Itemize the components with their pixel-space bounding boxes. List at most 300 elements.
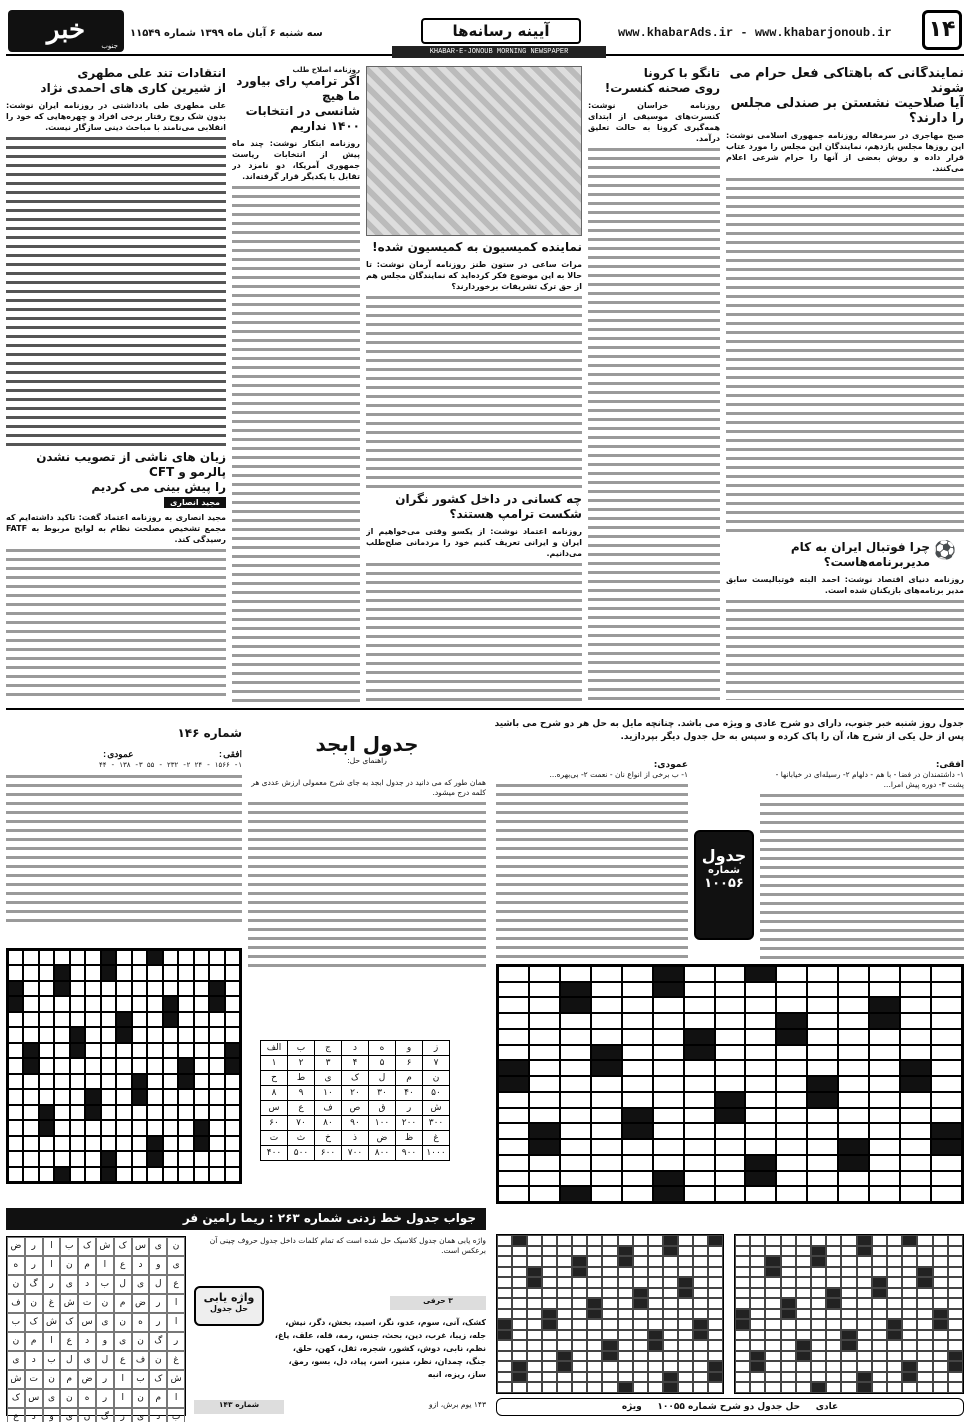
grid-cell[interactable] bbox=[194, 1058, 209, 1073]
grid-cell[interactable] bbox=[498, 1186, 529, 1202]
grid-cell[interactable] bbox=[602, 1361, 617, 1372]
grid-cell[interactable] bbox=[745, 1029, 776, 1045]
grid-cell[interactable] bbox=[622, 1013, 653, 1029]
grid-cell[interactable] bbox=[931, 1171, 962, 1187]
grid-cell[interactable] bbox=[622, 1092, 653, 1108]
grid-cell[interactable] bbox=[678, 1351, 693, 1362]
grid-cell[interactable] bbox=[8, 1120, 23, 1135]
grid-cell[interactable] bbox=[869, 982, 900, 998]
grid-cell[interactable] bbox=[933, 1298, 948, 1309]
grid-cell[interactable] bbox=[684, 1029, 715, 1045]
grid-cell[interactable] bbox=[39, 1151, 54, 1166]
grid-cell[interactable] bbox=[931, 966, 962, 982]
grid-cell[interactable] bbox=[807, 1155, 838, 1171]
word-cell[interactable]: گ bbox=[96, 1408, 114, 1422]
grid-cell[interactable] bbox=[527, 1298, 542, 1309]
grid-cell[interactable] bbox=[869, 997, 900, 1013]
grid-cell[interactable] bbox=[8, 1043, 23, 1058]
grid-cell[interactable] bbox=[101, 1089, 116, 1104]
word-cell[interactable]: ب bbox=[132, 1370, 150, 1389]
grid-cell[interactable] bbox=[178, 1027, 193, 1042]
grid-cell[interactable] bbox=[225, 1074, 240, 1089]
grid-cell[interactable] bbox=[857, 1330, 872, 1341]
grid-cell[interactable] bbox=[529, 1171, 560, 1187]
grid-cell[interactable] bbox=[572, 1288, 587, 1299]
grid-cell[interactable] bbox=[693, 1246, 708, 1257]
grid-cell[interactable] bbox=[857, 1267, 872, 1278]
word-cell[interactable]: ش bbox=[60, 1294, 78, 1313]
grid-cell[interactable] bbox=[807, 1092, 838, 1108]
grid-cell[interactable] bbox=[163, 1012, 178, 1027]
grid-cell[interactable] bbox=[902, 1340, 917, 1351]
grid-cell[interactable] bbox=[225, 965, 240, 980]
grid-cell[interactable] bbox=[902, 1277, 917, 1288]
grid-cell[interactable] bbox=[542, 1382, 557, 1393]
word-cell[interactable]: غ bbox=[43, 1294, 61, 1313]
grid-cell[interactable] bbox=[684, 1139, 715, 1155]
grid-cell[interactable] bbox=[497, 1372, 512, 1383]
grid-cell[interactable] bbox=[735, 1256, 750, 1267]
word-cell[interactable]: ی bbox=[78, 1351, 96, 1370]
grid-cell[interactable] bbox=[23, 1012, 38, 1027]
word-cell[interactable]: ض bbox=[7, 1237, 25, 1256]
word-cell[interactable]: س bbox=[132, 1237, 150, 1256]
grid-cell[interactable] bbox=[39, 965, 54, 980]
grid-cell[interactable] bbox=[826, 1256, 841, 1267]
grid-cell[interactable] bbox=[542, 1319, 557, 1330]
grid-cell[interactable] bbox=[857, 1256, 872, 1267]
grid-cell[interactable] bbox=[163, 965, 178, 980]
grid-cell[interactable] bbox=[209, 996, 224, 1011]
grid-cell[interactable] bbox=[745, 1092, 776, 1108]
grid-cell[interactable] bbox=[807, 1029, 838, 1045]
grid-cell[interactable] bbox=[869, 1171, 900, 1187]
grid-cell[interactable] bbox=[194, 1120, 209, 1135]
grid-cell[interactable] bbox=[529, 1139, 560, 1155]
grid-cell[interactable] bbox=[745, 1171, 776, 1187]
grid-cell[interactable] bbox=[678, 1277, 693, 1288]
grid-cell[interactable] bbox=[587, 1351, 602, 1362]
grid-cell[interactable] bbox=[587, 1256, 602, 1267]
grid-cell[interactable] bbox=[750, 1351, 765, 1362]
grid-cell[interactable] bbox=[776, 1139, 807, 1155]
grid-cell[interactable] bbox=[750, 1277, 765, 1288]
grid-cell[interactable] bbox=[527, 1319, 542, 1330]
grid-cell[interactable] bbox=[948, 1277, 963, 1288]
grid-cell[interactable] bbox=[39, 1089, 54, 1104]
grid-cell[interactable] bbox=[498, 1060, 529, 1076]
grid-cell[interactable] bbox=[933, 1256, 948, 1267]
grid-cell[interactable] bbox=[618, 1246, 633, 1257]
grid-cell[interactable] bbox=[653, 1123, 684, 1139]
grid-cell[interactable] bbox=[572, 1298, 587, 1309]
grid-cell[interactable] bbox=[497, 1288, 512, 1299]
grid-cell[interactable] bbox=[811, 1340, 826, 1351]
grid-cell[interactable] bbox=[633, 1382, 648, 1393]
grid-cell[interactable] bbox=[841, 1235, 856, 1246]
grid-cell[interactable] bbox=[618, 1372, 633, 1383]
grid-cell[interactable] bbox=[70, 950, 85, 965]
grid-cell[interactable] bbox=[653, 966, 684, 982]
word-cell[interactable]: د bbox=[25, 1408, 43, 1422]
grid-cell[interactable] bbox=[765, 1340, 780, 1351]
grid-cell[interactable] bbox=[811, 1256, 826, 1267]
word-cell[interactable]: ا bbox=[43, 1237, 61, 1256]
grid-cell[interactable] bbox=[838, 966, 869, 982]
grid-cell[interactable] bbox=[557, 1382, 572, 1393]
grid-cell[interactable] bbox=[39, 950, 54, 965]
grid-cell[interactable] bbox=[8, 996, 23, 1011]
grid-cell[interactable] bbox=[948, 1267, 963, 1278]
grid-cell[interactable] bbox=[900, 1029, 931, 1045]
grid-cell[interactable] bbox=[101, 1105, 116, 1120]
grid-cell[interactable] bbox=[527, 1361, 542, 1372]
grid-cell[interactable] bbox=[887, 1319, 902, 1330]
grid-cell[interactable] bbox=[512, 1246, 527, 1257]
grid-cell[interactable] bbox=[781, 1298, 796, 1309]
grid-cell[interactable] bbox=[807, 997, 838, 1013]
grid-cell[interactable] bbox=[529, 982, 560, 998]
grid-cell[interactable] bbox=[902, 1351, 917, 1362]
grid-cell[interactable] bbox=[8, 1105, 23, 1120]
grid-cell[interactable] bbox=[715, 1045, 746, 1061]
grid-cell[interactable] bbox=[708, 1351, 723, 1362]
grid-cell[interactable] bbox=[163, 1027, 178, 1042]
grid-cell[interactable] bbox=[776, 1108, 807, 1124]
grid-cell[interactable] bbox=[512, 1309, 527, 1320]
grid-cell[interactable] bbox=[147, 1089, 162, 1104]
grid-cell[interactable] bbox=[512, 1382, 527, 1393]
grid-cell[interactable] bbox=[948, 1319, 963, 1330]
grid-cell[interactable] bbox=[811, 1309, 826, 1320]
grid-cell[interactable] bbox=[116, 1027, 131, 1042]
grid-cell[interactable] bbox=[869, 1108, 900, 1124]
grid-cell[interactable] bbox=[132, 1058, 147, 1073]
grid-cell[interactable] bbox=[684, 1060, 715, 1076]
word-cell[interactable]: د bbox=[132, 1256, 150, 1275]
grid-cell[interactable] bbox=[811, 1351, 826, 1362]
grid-cell[interactable] bbox=[648, 1309, 663, 1320]
grid-cell[interactable] bbox=[587, 1361, 602, 1372]
grid-cell[interactable] bbox=[497, 1351, 512, 1362]
grid-cell[interactable] bbox=[39, 996, 54, 1011]
grid-cell[interactable] bbox=[807, 1060, 838, 1076]
grid-cell[interactable] bbox=[54, 1074, 69, 1089]
grid-cell[interactable] bbox=[587, 1288, 602, 1299]
grid-cell[interactable] bbox=[587, 1277, 602, 1288]
grid-cell[interactable] bbox=[70, 981, 85, 996]
grid-cell[interactable] bbox=[857, 1277, 872, 1288]
grid-cell[interactable] bbox=[796, 1319, 811, 1330]
numbers-grid[interactable] bbox=[6, 948, 242, 1184]
grid-cell[interactable] bbox=[653, 1060, 684, 1076]
grid-cell[interactable] bbox=[693, 1372, 708, 1383]
grid-cell[interactable] bbox=[132, 1012, 147, 1027]
grid-cell[interactable] bbox=[765, 1319, 780, 1330]
grid-cell[interactable] bbox=[807, 966, 838, 982]
word-cell[interactable]: ر bbox=[149, 1313, 167, 1332]
grid-cell[interactable] bbox=[811, 1235, 826, 1246]
grid-cell[interactable] bbox=[765, 1288, 780, 1299]
grid-cell[interactable] bbox=[85, 1012, 100, 1027]
grid-cell[interactable] bbox=[708, 1330, 723, 1341]
grid-cell[interactable] bbox=[902, 1330, 917, 1341]
grid-cell[interactable] bbox=[735, 1267, 750, 1278]
grid-cell[interactable] bbox=[765, 1330, 780, 1341]
grid-cell[interactable] bbox=[557, 1288, 572, 1299]
grid-cell[interactable] bbox=[735, 1246, 750, 1257]
grid-cell[interactable] bbox=[527, 1277, 542, 1288]
grid-cell[interactable] bbox=[869, 1092, 900, 1108]
grid-cell[interactable] bbox=[70, 1105, 85, 1120]
grid-cell[interactable] bbox=[900, 1155, 931, 1171]
grid-cell[interactable] bbox=[872, 1361, 887, 1372]
grid-cell[interactable] bbox=[807, 982, 838, 998]
grid-cell[interactable] bbox=[765, 1277, 780, 1288]
grid-cell[interactable] bbox=[750, 1372, 765, 1383]
grid-cell[interactable] bbox=[693, 1319, 708, 1330]
grid-cell[interactable] bbox=[572, 1361, 587, 1372]
grid-cell[interactable] bbox=[39, 1120, 54, 1135]
grid-cell[interactable] bbox=[807, 1108, 838, 1124]
grid-cell[interactable] bbox=[693, 1256, 708, 1267]
word-cell[interactable]: ر bbox=[167, 1332, 185, 1351]
grid-cell[interactable] bbox=[663, 1267, 678, 1278]
grid-cell[interactable] bbox=[693, 1298, 708, 1309]
grid-cell[interactable] bbox=[781, 1382, 796, 1393]
grid-cell[interactable] bbox=[512, 1267, 527, 1278]
grid-cell[interactable] bbox=[648, 1340, 663, 1351]
grid-cell[interactable] bbox=[765, 1309, 780, 1320]
word-cell[interactable]: ر bbox=[43, 1275, 61, 1294]
grid-cell[interactable] bbox=[838, 1013, 869, 1029]
grid-cell[interactable] bbox=[572, 1235, 587, 1246]
grid-cell[interactable] bbox=[85, 1089, 100, 1104]
grid-cell[interactable] bbox=[101, 1058, 116, 1073]
grid-cell[interactable] bbox=[887, 1309, 902, 1320]
grid-cell[interactable] bbox=[542, 1372, 557, 1383]
grid-cell[interactable] bbox=[602, 1277, 617, 1288]
grid-cell[interactable] bbox=[948, 1256, 963, 1267]
grid-cell[interactable] bbox=[557, 1267, 572, 1278]
grid-cell[interactable] bbox=[678, 1246, 693, 1257]
grid-cell[interactable] bbox=[132, 1043, 147, 1058]
grid-cell[interactable] bbox=[560, 1171, 591, 1187]
grid-cell[interactable] bbox=[602, 1351, 617, 1362]
grid-cell[interactable] bbox=[900, 1186, 931, 1202]
grid-cell[interactable] bbox=[948, 1330, 963, 1341]
grid-cell[interactable] bbox=[85, 1043, 100, 1058]
grid-cell[interactable] bbox=[917, 1382, 932, 1393]
grid-cell[interactable] bbox=[633, 1277, 648, 1288]
grid-cell[interactable] bbox=[498, 1155, 529, 1171]
grid-cell[interactable] bbox=[678, 1256, 693, 1267]
grid-cell[interactable] bbox=[653, 1155, 684, 1171]
grid-cell[interactable] bbox=[708, 1246, 723, 1257]
grid-cell[interactable] bbox=[663, 1351, 678, 1362]
grid-cell[interactable] bbox=[663, 1246, 678, 1257]
word-cell[interactable]: ی bbox=[43, 1389, 61, 1408]
grid-cell[interactable] bbox=[708, 1277, 723, 1288]
grid-cell[interactable] bbox=[572, 1246, 587, 1257]
grid-cell[interactable] bbox=[872, 1330, 887, 1341]
grid-cell[interactable] bbox=[750, 1298, 765, 1309]
grid-cell[interactable] bbox=[85, 1058, 100, 1073]
grid-cell[interactable] bbox=[708, 1319, 723, 1330]
grid-cell[interactable] bbox=[512, 1319, 527, 1330]
grid-cell[interactable] bbox=[602, 1372, 617, 1383]
grid-cell[interactable] bbox=[900, 1045, 931, 1061]
grid-cell[interactable] bbox=[85, 1105, 100, 1120]
grid-cell[interactable] bbox=[178, 1167, 193, 1182]
word-cell[interactable]: ی bbox=[132, 1408, 150, 1422]
grid-cell[interactable] bbox=[931, 1139, 962, 1155]
grid-cell[interactable] bbox=[776, 1060, 807, 1076]
grid-cell[interactable] bbox=[663, 1277, 678, 1288]
grid-cell[interactable] bbox=[900, 1108, 931, 1124]
grid-cell[interactable] bbox=[587, 1298, 602, 1309]
grid-cell[interactable] bbox=[902, 1361, 917, 1372]
grid-cell[interactable] bbox=[917, 1256, 932, 1267]
grid-cell[interactable] bbox=[857, 1382, 872, 1393]
grid-cell[interactable] bbox=[116, 965, 131, 980]
grid-cell[interactable] bbox=[678, 1298, 693, 1309]
grid-cell[interactable] bbox=[529, 1092, 560, 1108]
grid-cell[interactable] bbox=[648, 1246, 663, 1257]
grid-cell[interactable] bbox=[560, 1076, 591, 1092]
grid-cell[interactable] bbox=[902, 1372, 917, 1383]
grid-cell[interactable] bbox=[591, 982, 622, 998]
grid-cell[interactable] bbox=[591, 1076, 622, 1092]
grid-cell[interactable] bbox=[39, 1012, 54, 1027]
grid-cell[interactable] bbox=[807, 1123, 838, 1139]
grid-cell[interactable] bbox=[178, 1043, 193, 1058]
grid-cell[interactable] bbox=[678, 1340, 693, 1351]
word-cell[interactable]: ا bbox=[167, 1389, 185, 1408]
grid-cell[interactable] bbox=[948, 1235, 963, 1246]
grid-cell[interactable] bbox=[163, 1058, 178, 1073]
word-cell[interactable]: ش bbox=[43, 1313, 61, 1332]
word-cell[interactable]: ع bbox=[167, 1275, 185, 1294]
grid-cell[interactable] bbox=[933, 1267, 948, 1278]
grid-cell[interactable] bbox=[163, 1074, 178, 1089]
grid-cell[interactable] bbox=[116, 1105, 131, 1120]
grid-cell[interactable] bbox=[693, 1382, 708, 1393]
grid-cell[interactable] bbox=[591, 1092, 622, 1108]
grid-cell[interactable] bbox=[178, 1136, 193, 1151]
grid-cell[interactable] bbox=[602, 1267, 617, 1278]
grid-cell[interactable] bbox=[902, 1267, 917, 1278]
grid-cell[interactable] bbox=[209, 950, 224, 965]
grid-cell[interactable] bbox=[542, 1256, 557, 1267]
grid-cell[interactable] bbox=[776, 997, 807, 1013]
grid-cell[interactable] bbox=[715, 982, 746, 998]
grid-cell[interactable] bbox=[841, 1277, 856, 1288]
grid-cell[interactable] bbox=[497, 1319, 512, 1330]
grid-cell[interactable] bbox=[39, 1074, 54, 1089]
grid-cell[interactable] bbox=[653, 1186, 684, 1202]
grid-cell[interactable] bbox=[678, 1309, 693, 1320]
grid-cell[interactable] bbox=[572, 1330, 587, 1341]
grid-cell[interactable] bbox=[745, 982, 776, 998]
word-cell[interactable]: ب bbox=[7, 1313, 25, 1332]
word-cell[interactable]: ع bbox=[7, 1408, 25, 1422]
grid-cell[interactable] bbox=[857, 1309, 872, 1320]
grid-cell[interactable] bbox=[527, 1351, 542, 1362]
grid-cell[interactable] bbox=[209, 1012, 224, 1027]
grid-cell[interactable] bbox=[857, 1288, 872, 1299]
word-cell[interactable]: ل bbox=[60, 1351, 78, 1370]
grid-cell[interactable] bbox=[648, 1372, 663, 1383]
grid-cell[interactable] bbox=[745, 966, 776, 982]
word-cell[interactable]: ب bbox=[60, 1237, 78, 1256]
grid-cell[interactable] bbox=[512, 1330, 527, 1341]
grid-cell[interactable] bbox=[512, 1256, 527, 1267]
grid-cell[interactable] bbox=[663, 1340, 678, 1351]
grid-cell[interactable] bbox=[8, 1027, 23, 1042]
word-cell[interactable]: ا bbox=[114, 1389, 132, 1408]
grid-cell[interactable] bbox=[781, 1340, 796, 1351]
grid-cell[interactable] bbox=[781, 1361, 796, 1372]
grid-cell[interactable] bbox=[23, 1151, 38, 1166]
grid-cell[interactable] bbox=[178, 981, 193, 996]
grid-cell[interactable] bbox=[735, 1288, 750, 1299]
grid-cell[interactable] bbox=[527, 1235, 542, 1246]
grid-cell[interactable] bbox=[163, 1120, 178, 1135]
word-cell[interactable]: ک bbox=[7, 1389, 25, 1408]
grid-cell[interactable] bbox=[750, 1309, 765, 1320]
grid-cell[interactable] bbox=[776, 1045, 807, 1061]
grid-cell[interactable] bbox=[633, 1267, 648, 1278]
grid-cell[interactable] bbox=[684, 997, 715, 1013]
grid-cell[interactable] bbox=[902, 1246, 917, 1257]
grid-cell[interactable] bbox=[225, 1058, 240, 1073]
grid-cell[interactable] bbox=[653, 1139, 684, 1155]
grid-cell[interactable] bbox=[587, 1382, 602, 1393]
grid-cell[interactable] bbox=[841, 1340, 856, 1351]
word-cell[interactable]: م bbox=[78, 1256, 96, 1275]
grid-cell[interactable] bbox=[178, 1151, 193, 1166]
word-cell[interactable]: ت bbox=[78, 1294, 96, 1313]
grid-cell[interactable] bbox=[663, 1235, 678, 1246]
grid-cell[interactable] bbox=[498, 1139, 529, 1155]
grid-cell[interactable] bbox=[178, 1012, 193, 1027]
grid-cell[interactable] bbox=[178, 1089, 193, 1104]
word-cell[interactable]: ن bbox=[167, 1237, 185, 1256]
grid-cell[interactable] bbox=[54, 1043, 69, 1058]
word-cell[interactable]: ل bbox=[149, 1275, 167, 1294]
grid-cell[interactable] bbox=[826, 1382, 841, 1393]
word-cell[interactable]: ک bbox=[78, 1237, 96, 1256]
grid-cell[interactable] bbox=[900, 1171, 931, 1187]
grid-cell[interactable] bbox=[23, 965, 38, 980]
grid-cell[interactable] bbox=[931, 1092, 962, 1108]
grid-cell[interactable] bbox=[735, 1277, 750, 1288]
grid-cell[interactable] bbox=[776, 1123, 807, 1139]
grid-cell[interactable] bbox=[163, 996, 178, 1011]
grid-cell[interactable] bbox=[715, 997, 746, 1013]
grid-cell[interactable] bbox=[872, 1309, 887, 1320]
grid-cell[interactable] bbox=[807, 1139, 838, 1155]
grid-cell[interactable] bbox=[209, 1043, 224, 1058]
grid-cell[interactable] bbox=[132, 1151, 147, 1166]
word-cell[interactable]: ف bbox=[7, 1294, 25, 1313]
grid-cell[interactable] bbox=[512, 1277, 527, 1288]
grid-cell[interactable] bbox=[101, 996, 116, 1011]
grid-cell[interactable] bbox=[765, 1382, 780, 1393]
grid-cell[interactable] bbox=[917, 1372, 932, 1383]
grid-cell[interactable] bbox=[633, 1246, 648, 1257]
